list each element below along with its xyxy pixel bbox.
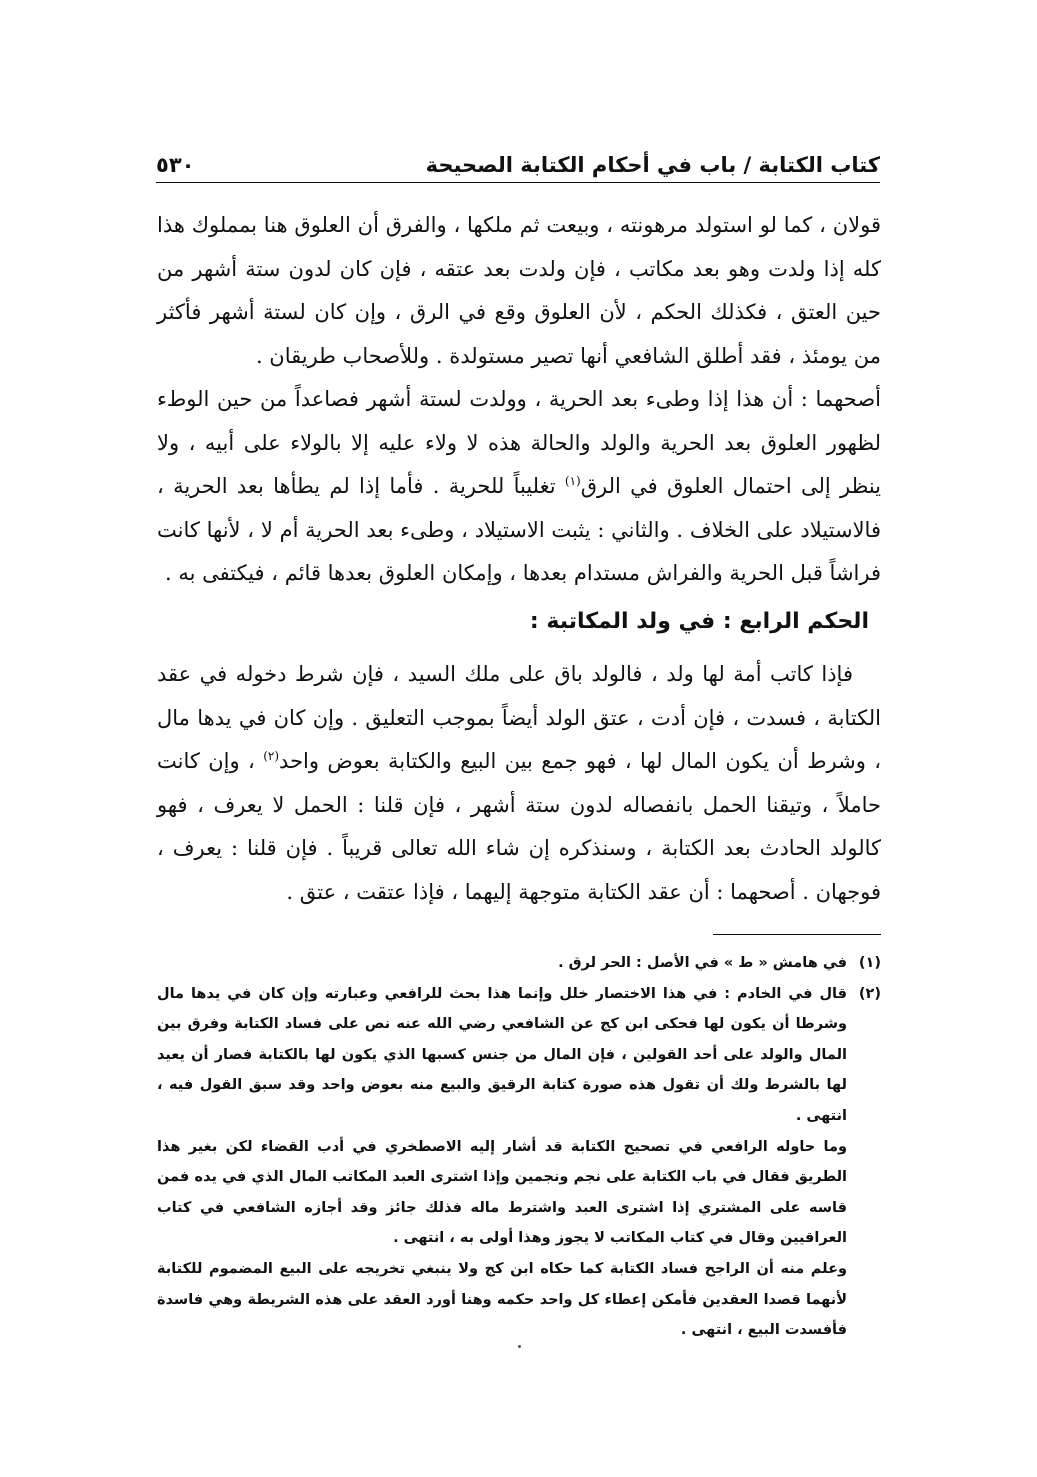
footnote-1-number: (١) (858, 955, 881, 971)
page-number: ٥٣٠ (156, 153, 195, 177)
running-title: كتاب الكتابة / باب في أحكام الكتابة الصحيحة (425, 153, 880, 177)
main-text (157, 204, 881, 914)
footnote-2-paragraph-2: وما حاوله الرافعي في تصحيح الكتابة قد أشار إليه الاصطخري في أدب القضاء لكن بغير هذا الطريق فقال في باب الكتابة على نجم ونجمين وإذا اشترى العبد المكاتب المال الذي في يده فمن قاسه على المشتري إذا اشترى العبد واشترط ماله فذلك جائز وقد أجازه الشافعي في كتاب العراقيين وقال في كتاب المكاتب لا يجوز وهذا أولى به ، انتهى . (157, 1138, 847, 1247)
paragraph-3-part-a: فإذا كاتب أمة لها ولد ، فالولد باق على ملك السيد ، فإن شرط دخوله في عقد الكتابة ، فسدت ، فإن أدت ، عتق الولد أيضاً بموجب التعليق . وإن كان في يدها مال ، وشرط أن يكون المال لها ، فهو جمع بين البيع والكتابة بعوض واحد (157, 662, 882, 773)
footnote-2-number: (٢) (858, 985, 881, 1002)
section-heading: الحكم الرابع : في ولد المكاتبة : (529, 608, 869, 634)
footnote-1 (157, 948, 881, 979)
header-divider (156, 182, 880, 183)
paragraph-2-part-b: تغليباً للحرية . فأما إذا لم يطأها بعد الحرية ، فالاستيلاد على الخلاف . والثاني : يثبت الاستيلاد ، وطىء بعد الحرية أم لا ، لأنها كانت فراشاً قبل الحرية والفراش مستدام بعدها ، وإمكان العلوق بعدها قائم ، فيكتفى به . (157, 474, 881, 585)
paragraph-2 (157, 378, 881, 596)
footnote-ref-2[interactable]: (٢) (263, 749, 280, 763)
paragraph-3 (157, 653, 881, 914)
paragraph-3-part-b: ، وإن كانت حاملاً ، وتيقنا الحمل بانفصاله لدون ستة أشهر ، فإن قلنا : الحمل لا يعرف ، فهو كالولد الحادث بعد الكتابة ، وسنذكره إن شاء الله تعالى قريباً . فإن قلنا : يعرف ، فوجهان . أصحهما : أن عقد الكتابة متوجهة إليهما ، فإذا عتقت ، عتق . (157, 749, 881, 904)
footnote-ref-1[interactable]: (١) (564, 474, 581, 488)
scan-speck (518, 1345, 521, 1348)
footnote-2-paragraph-3: وعلم منه أن الراجح فساد الكتابة كما حكاه ابن كج ولا ينبغي تخريجه على البيع المضموم للكتابة لأنهما قصدا العقدين فأمكن إعطاء كل واحد حكمه وهنا أورد العقد على هذه الشريطة وهي فاسدة فأفسدت البيع ، انتهى . (157, 1260, 847, 1339)
paragraph-2-part-a: أصحهما : أن هذا إذا وطىء بعد الحرية ، وولدت لستة أشهر فصاعداً من حين الوطء لظهور العلوق بعد الحرية والولد والحالة هذه لا ولاء عليه إلا بالولاء على أبيه ، ولا ينظر إلى احتمال العلوق في الرق (157, 387, 882, 498)
page-header (156, 133, 880, 177)
footnote-2 (157, 979, 881, 1346)
footnote-1-text: في هامش « ط » في الأصل : الحر لرق . (558, 955, 847, 971)
footnote-divider (713, 934, 881, 935)
footnote-2-paragraph-1: قال في الخادم : في هذا الاختصار خلل وإنما هذا بحث للرافعي وعبارته وإن كان في يدها مال وشرطا أن يكون لها فحكى ابن كج عن الشافعي رضي الله عنه نص على فساد الكتابة وفرق بين المال والولد على أحد القولين ، فإن المال من جنس كسبها الذي يكون لها بالكتابة فصار أن يعيد لها بالشرط ولك أن تقول هذه صورة كتابة الرقيق والبيع منه بعوض واحد وقد سبق القول فيه ، انتهى . (157, 985, 847, 1124)
paragraph-1: قولان ، كما لو استولد مرهونته ، وبيعت ثم ملكها ، والفرق أن العلوق هنا بمملوك هذا كله إذا ولدت وهو بعد مكاتب ، فإن ولدت بعد عتقه ، فإن كان لدون ستة أشهر من حين العتق ، فكذلك الحكم ، لأن العلوق وقع في الرق ، وإن كان لستة أشهر فأكثر من يومئذ ، فقد أطلق الشافعي أنها تصير مستولدة . وللأصحاب طريقان . (157, 213, 881, 368)
footnotes (157, 948, 881, 1346)
